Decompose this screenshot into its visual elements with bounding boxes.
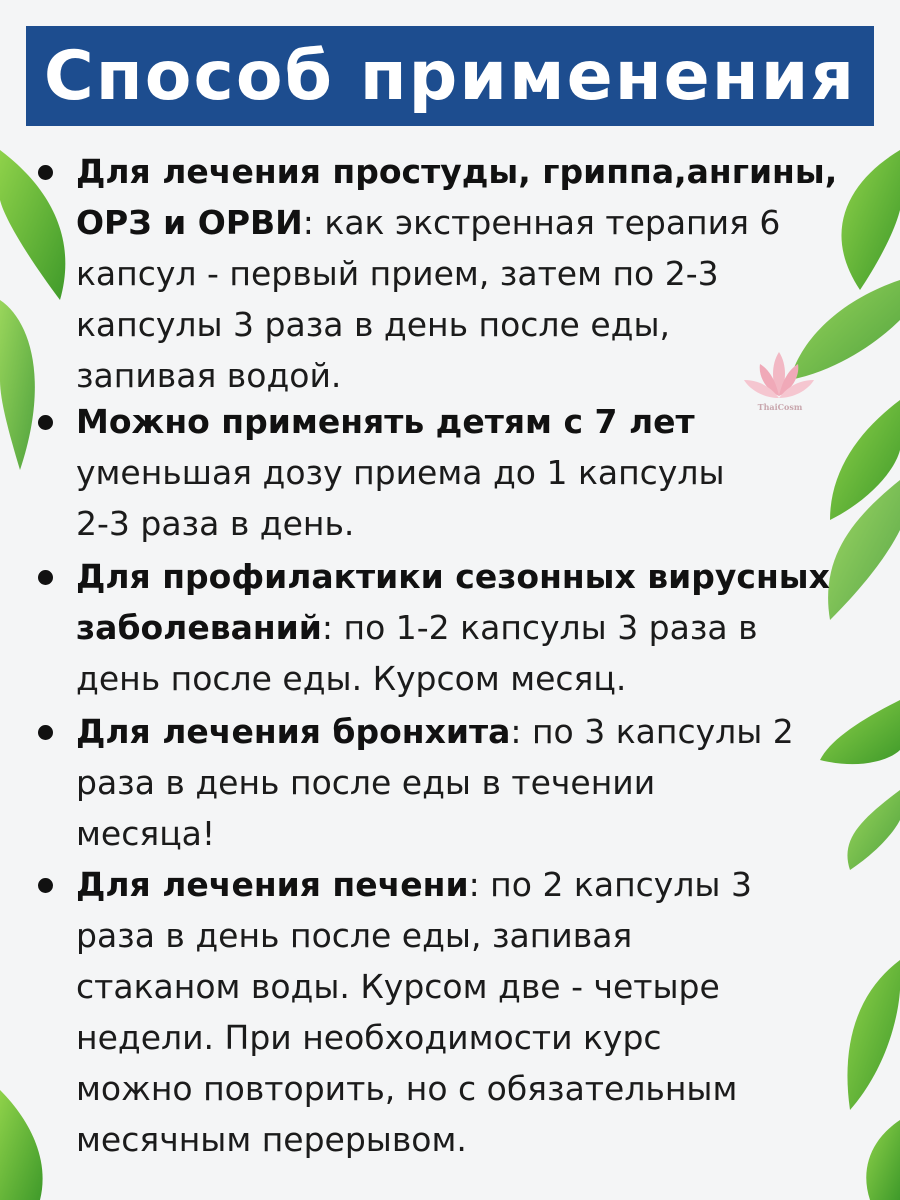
bullet-icon [38, 725, 53, 740]
item-line: день после еды. Курсом месяц. [76, 659, 627, 698]
bullet-icon [38, 878, 53, 893]
list-item [36, 706, 794, 859]
item-line: Для лечения простуды, гриппа,ангины, [76, 152, 838, 191]
item-line: капсул - первый прием, затем по 2-3 [76, 254, 719, 293]
item-line: можно повторить, но с обязательным [76, 1069, 738, 1108]
item-line: месяца! [76, 814, 216, 853]
item-line: раза в день после еды, запивая [76, 916, 633, 955]
page-title: Способ применения [43, 36, 857, 116]
item-line: Для профилактики сезонных вирусных [76, 557, 830, 596]
item-line: 2-3 раза в день. [76, 504, 355, 543]
title-banner [26, 26, 874, 126]
item-line: уменьшая дозу приема до 1 капсулы [76, 453, 725, 492]
item-line: капсулы 3 раза в день после еды, [76, 305, 670, 344]
item-line: недели. При необходимости курс [76, 1018, 662, 1057]
list-item [36, 551, 830, 704]
leaf-icon [0, 300, 35, 470]
list-item [36, 859, 752, 1165]
item-line: заболеваний: по 1-2 капсулы 3 раза в [76, 608, 758, 647]
list-item [36, 146, 837, 401]
leaf-icon [841, 150, 900, 290]
item-line: стаканом воды. Курсом две - четыре [76, 967, 720, 1006]
bullet-icon [38, 165, 53, 180]
bullet-icon [38, 570, 53, 585]
item-line: ОРЗ и ОРВИ: как экстренная терапия 6 [76, 203, 781, 242]
item-line: Для лечения печени: по 2 капсулы 3 [76, 865, 752, 904]
list-item [36, 396, 725, 549]
leaf-icon [866, 1120, 900, 1200]
leaf-icon [820, 700, 900, 764]
item-line: Можно применять детям с 7 лет [76, 402, 695, 441]
bullet-icon [38, 415, 53, 430]
leaf-icon [847, 960, 900, 1110]
item-line: Для лечения бронхита: по 3 капсулы 2 [76, 712, 794, 751]
item-line: раза в день после еды в течении [76, 763, 656, 802]
item-line: запивая водой. [76, 356, 342, 395]
logo-wordmark: ThaiCosm [757, 402, 803, 412]
leaf-icon [847, 790, 900, 870]
item-line: месячным перерывом. [76, 1120, 467, 1159]
